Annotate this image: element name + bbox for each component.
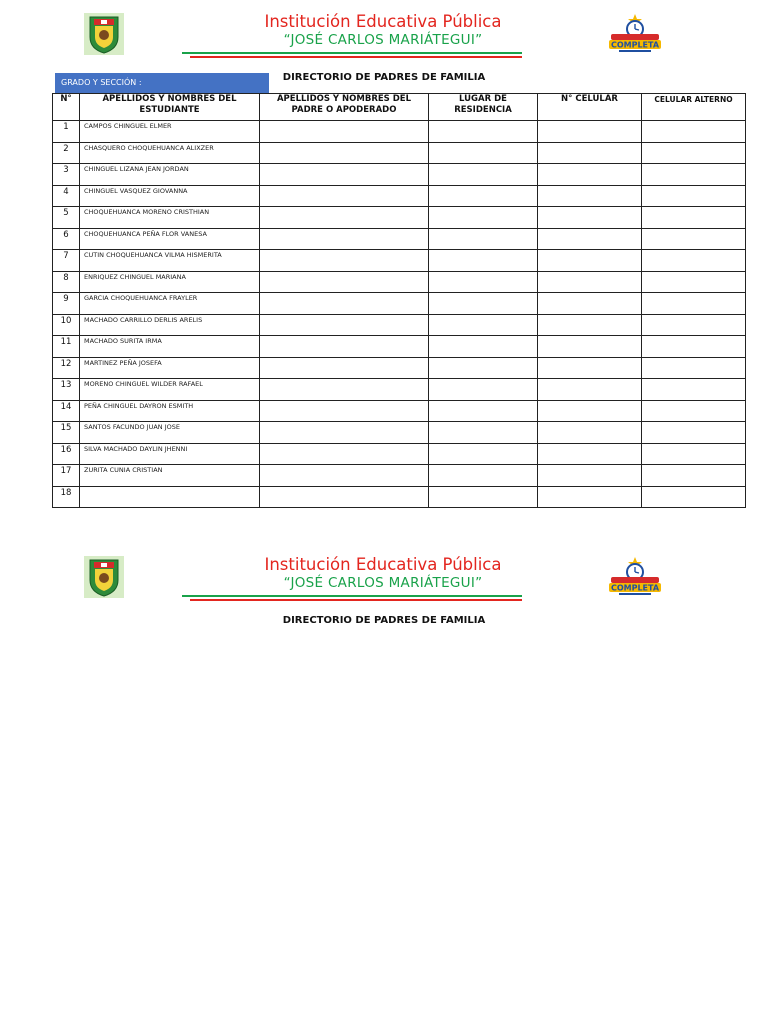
alt-phone-cell[interactable] [642, 443, 746, 465]
directory-title: DIRECTORIO DE PADRES DE FAMILIA [282, 72, 486, 83]
row-number: 5 [53, 207, 80, 229]
parent-name-cell[interactable] [260, 142, 429, 164]
phone-cell[interactable] [538, 357, 642, 379]
directory-title-page2: DIRECTORIO DE PADRES DE FAMILIA [282, 615, 486, 626]
parent-name-cell[interactable] [260, 486, 429, 508]
grade-section-field[interactable]: GRADO Y SECCIÓN : [55, 73, 269, 93]
table-row [53, 465, 746, 487]
alt-phone-cell[interactable] [642, 164, 746, 186]
parent-name-cell[interactable] [260, 250, 429, 272]
student-name-cell: MACHADO SURITA IRMA [80, 336, 260, 358]
parent-name-cell[interactable] [260, 336, 429, 358]
row-number: 4 [53, 185, 80, 207]
table-row [53, 164, 746, 186]
table-row [53, 207, 746, 229]
alt-phone-cell[interactable] [642, 400, 746, 422]
table-row [53, 293, 746, 315]
green-rule [182, 595, 522, 597]
parent-name-cell[interactable] [260, 314, 429, 336]
alt-phone-cell[interactable] [642, 465, 746, 487]
residence-cell[interactable] [429, 465, 538, 487]
row-number: 12 [53, 357, 80, 379]
alt-phone-cell[interactable] [642, 142, 746, 164]
student-name-cell: CAMPOS CHINGUEL ELMER [80, 121, 260, 143]
alt-phone-cell[interactable] [642, 314, 746, 336]
parent-name-cell[interactable] [260, 164, 429, 186]
student-name-cell: SANTOS FACUNDO JUAN JOSE [80, 422, 260, 444]
residence-cell[interactable] [429, 228, 538, 250]
residence-cell[interactable] [429, 422, 538, 444]
alt-phone-cell[interactable] [642, 293, 746, 315]
residence-cell[interactable] [429, 250, 538, 272]
row-number: 15 [53, 422, 80, 444]
table-row [53, 121, 746, 143]
institution-title: Institución Educativa Pública [264, 555, 502, 574]
row-number: 2 [53, 142, 80, 164]
phone-cell[interactable] [538, 379, 642, 401]
student-name-cell: SILVA MACHADO DAYLIN JHENNI [80, 443, 260, 465]
parent-name-cell[interactable] [260, 443, 429, 465]
institution-name: “JOSÉ CARLOS MARIÁTEGUI” [283, 32, 483, 48]
residence-cell[interactable] [429, 400, 538, 422]
column-header-phone: N° CELULAR [538, 94, 642, 121]
alt-phone-cell[interactable] [642, 121, 746, 143]
table-row [53, 422, 746, 444]
row-number: 6 [53, 228, 80, 250]
red-rule [190, 56, 522, 58]
table-row [53, 314, 746, 336]
phone-cell[interactable] [538, 271, 642, 293]
student-name-cell [80, 486, 260, 508]
table-row [53, 185, 746, 207]
table-row [53, 379, 746, 401]
row-number: 17 [53, 465, 80, 487]
column-header-alt-phone: CELULAR ALTERNO [642, 94, 746, 121]
column-header-parent: APELLIDOS Y NOMBRES DEL PADRE O APODERADO [260, 94, 429, 121]
student-name-cell: ENRIQUEZ CHINGUEL MARIANA [80, 271, 260, 293]
residence-cell[interactable] [429, 164, 538, 186]
row-number: 1 [53, 121, 80, 143]
institution-name: “JOSÉ CARLOS MARIÁTEGUI” [283, 575, 483, 591]
phone-cell[interactable] [538, 185, 642, 207]
parent-name-cell[interactable] [260, 379, 429, 401]
jornada-completa-logo-icon [605, 13, 665, 55]
residence-cell[interactable] [429, 443, 538, 465]
green-rule [182, 52, 522, 54]
residence-cell[interactable] [429, 314, 538, 336]
parent-name-cell[interactable] [260, 271, 429, 293]
student-name-cell: MACHADO CARRILLO DERLIS ARELIS [80, 314, 260, 336]
student-name-cell: GARCIA CHOQUEHUANCA FRAYLER [80, 293, 260, 315]
residence-cell[interactable] [429, 379, 538, 401]
student-name-cell: CHASQUERO CHOQUEHUANCA ALIXZER [80, 142, 260, 164]
column-header-student: APELLIDOS Y NOMBRES DEL ESTUDIANTE [80, 94, 260, 121]
table-row [53, 250, 746, 272]
table-row [53, 357, 746, 379]
school-crest-icon [84, 556, 124, 598]
table-header-row [53, 94, 746, 121]
institution-title: Institución Educativa Pública [264, 12, 502, 31]
student-name-cell: CHINGUEL LIZANA JEAN JORDAN [80, 164, 260, 186]
phone-cell[interactable] [538, 250, 642, 272]
logo-text: COMPLETA [610, 583, 660, 593]
parent-name-cell[interactable] [260, 400, 429, 422]
residence-cell[interactable] [429, 357, 538, 379]
parent-name-cell[interactable] [260, 207, 429, 229]
student-name-cell: ZURITA CUNIA CRISTIAN [80, 465, 260, 487]
row-number: 8 [53, 271, 80, 293]
column-header-number: N° [53, 94, 80, 121]
student-name-cell: CUTIN CHOQUEHUANCA VILMA HISMERITA [80, 250, 260, 272]
parent-name-cell[interactable] [260, 185, 429, 207]
alt-phone-cell[interactable] [642, 228, 746, 250]
column-header-residence: LUGAR DE RESIDENCIA [429, 94, 538, 121]
table-row [53, 142, 746, 164]
row-number: 14 [53, 400, 80, 422]
parents-directory-table [52, 93, 746, 508]
row-number: 18 [53, 486, 80, 508]
phone-cell[interactable] [538, 336, 642, 358]
phone-cell[interactable] [538, 443, 642, 465]
row-number: 3 [53, 164, 80, 186]
parent-name-cell[interactable] [260, 121, 429, 143]
residence-cell[interactable] [429, 293, 538, 315]
row-number: 7 [53, 250, 80, 272]
residence-cell[interactable] [429, 486, 538, 508]
table-row [53, 400, 746, 422]
residence-cell[interactable] [429, 121, 538, 143]
phone-cell[interactable] [538, 422, 642, 444]
table-row [53, 271, 746, 293]
alt-phone-cell[interactable] [642, 379, 746, 401]
phone-cell[interactable] [538, 465, 642, 487]
table-row [53, 336, 746, 358]
alt-phone-cell[interactable] [642, 207, 746, 229]
table-row [53, 443, 746, 465]
row-number: 9 [53, 293, 80, 315]
alt-phone-cell[interactable] [642, 185, 746, 207]
alt-phone-cell[interactable] [642, 357, 746, 379]
alt-phone-cell[interactable] [642, 271, 746, 293]
student-name-cell: MORENO CHINGUEL WILDER RAFAEL [80, 379, 260, 401]
alt-phone-cell[interactable] [642, 486, 746, 508]
alt-phone-cell[interactable] [642, 422, 746, 444]
phone-cell[interactable] [538, 486, 642, 508]
alt-phone-cell[interactable] [642, 250, 746, 272]
red-rule [190, 599, 522, 601]
phone-cell[interactable] [538, 314, 642, 336]
page2-header [0, 543, 768, 653]
phone-cell[interactable] [538, 164, 642, 186]
table-row [53, 228, 746, 250]
residence-cell[interactable] [429, 336, 538, 358]
phone-cell[interactable] [538, 142, 642, 164]
student-name-cell: CHOQUEHUANCA PEÑA FLOR VANESA [80, 228, 260, 250]
parent-name-cell[interactable] [260, 465, 429, 487]
logo-text: COMPLETA [610, 40, 660, 50]
residence-cell[interactable] [429, 271, 538, 293]
phone-cell[interactable] [538, 121, 642, 143]
table-row [53, 486, 746, 508]
phone-cell[interactable] [538, 293, 642, 315]
phone-cell[interactable] [538, 228, 642, 250]
row-number: 10 [53, 314, 80, 336]
residence-cell[interactable] [429, 185, 538, 207]
alt-phone-cell[interactable] [642, 336, 746, 358]
student-name-cell: PEÑA CHINGUEL DAYRON ESMITH [80, 400, 260, 422]
parent-name-cell[interactable] [260, 293, 429, 315]
jornada-completa-logo-icon [605, 556, 665, 598]
student-name-cell: CHOQUEHUANCA MORENO CRISTHIAN [80, 207, 260, 229]
row-number: 16 [53, 443, 80, 465]
phone-cell[interactable] [538, 400, 642, 422]
parent-name-cell[interactable] [260, 228, 429, 250]
residence-cell[interactable] [429, 142, 538, 164]
school-crest-icon [84, 13, 124, 55]
row-number: 11 [53, 336, 80, 358]
residence-cell[interactable] [429, 207, 538, 229]
student-name-cell: CHINGUEL VASQUEZ GIOVANNA [80, 185, 260, 207]
phone-cell[interactable] [538, 207, 642, 229]
row-number: 13 [53, 379, 80, 401]
student-name-cell: MARTINEZ PEÑA JOSEFA [80, 357, 260, 379]
parent-name-cell[interactable] [260, 357, 429, 379]
parent-name-cell[interactable] [260, 422, 429, 444]
